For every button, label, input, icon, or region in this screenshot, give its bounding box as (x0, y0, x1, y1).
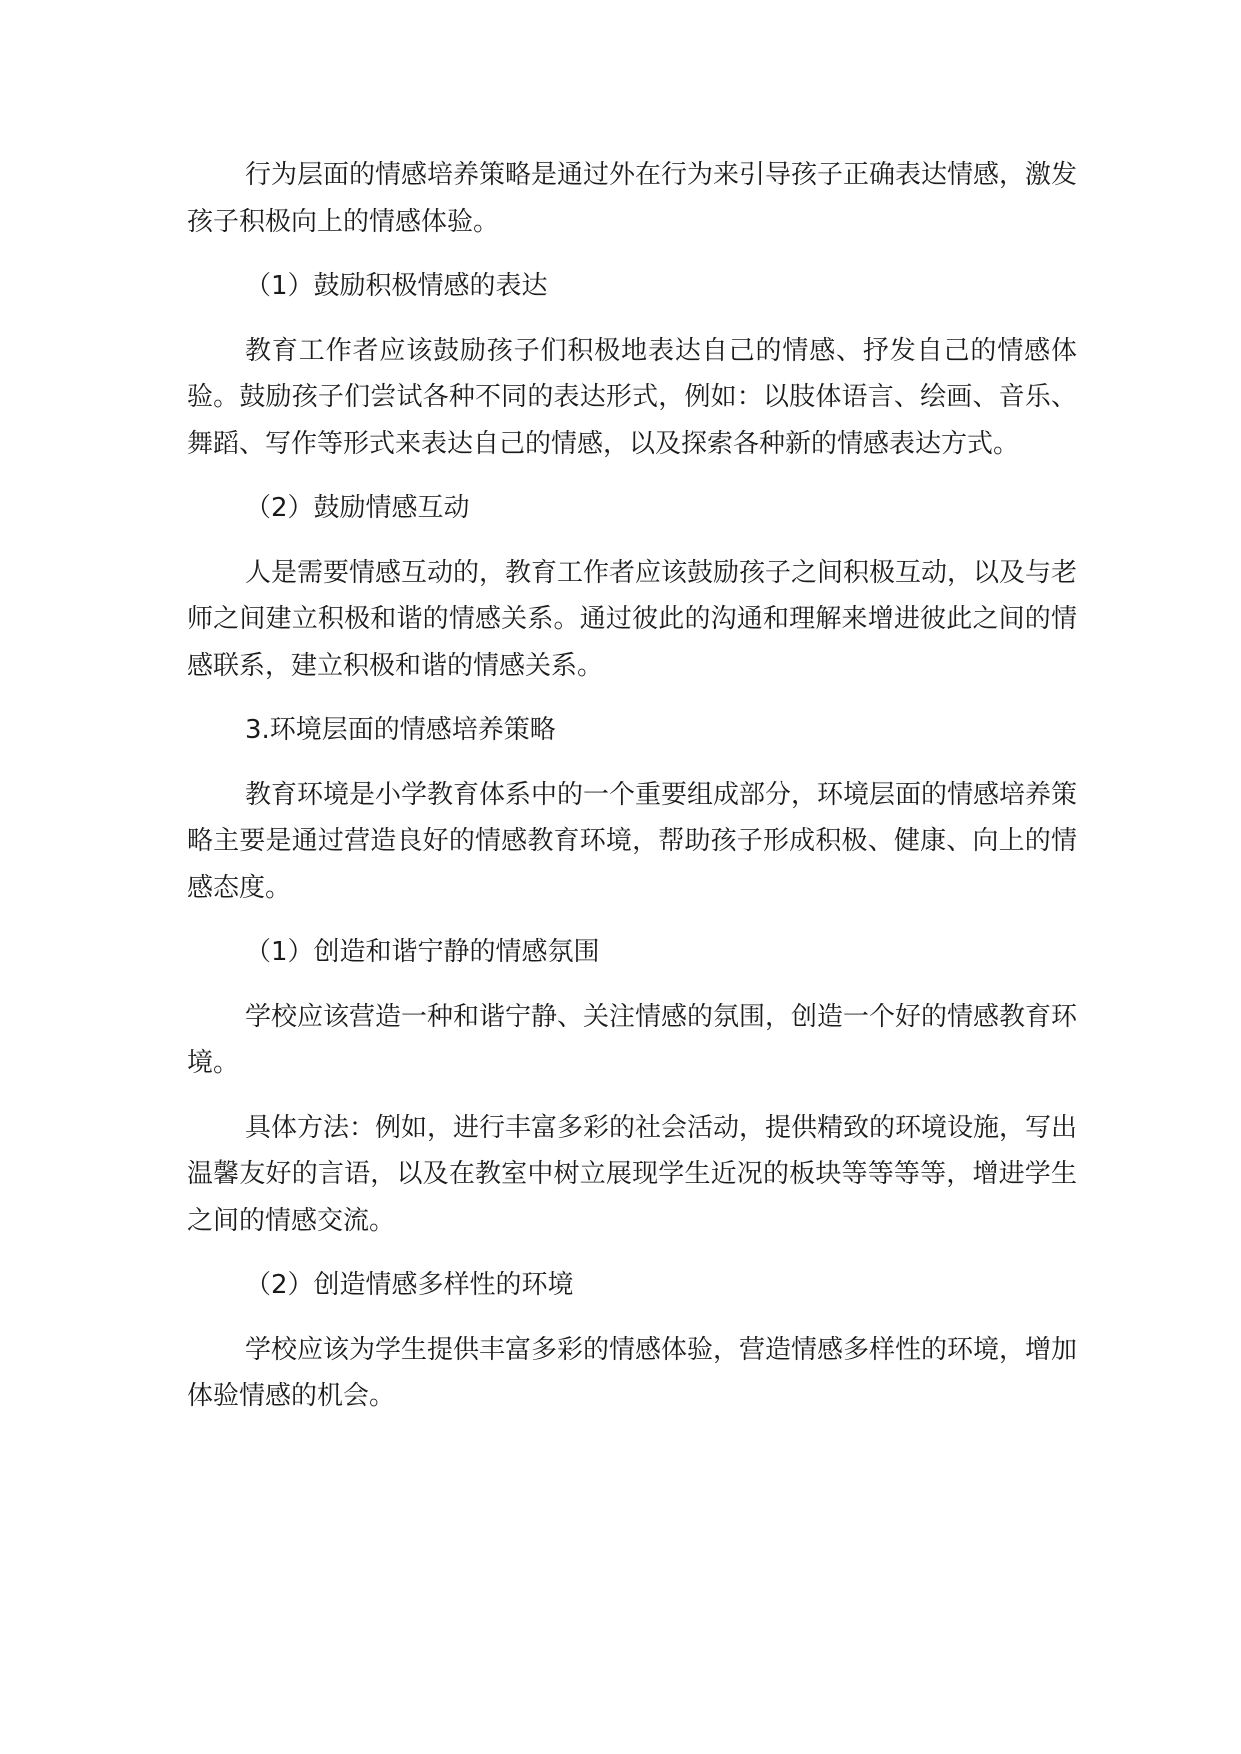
subheading-2-diverse-environment: （2）创造情感多样性的环境 (245, 1270, 574, 1300)
document-body (187, 152, 1077, 1438)
paragraph-harmonious-atmosphere: 学校应该营造一种和谐宁静、关注情感的氛围，创造一个好的情感教育环境。 (187, 1001, 1078, 1078)
paragraph-specific-methods: 具体方法：例如，进行丰富多彩的社会活动，提供精致的环境设施，写出温馨友好的言语，以及在教室中树立展现学生近况的板块等等等等，增进学生之间的情感交流。 (187, 1112, 1078, 1236)
paragraph-diverse-environment: 学校应该为学生提供丰富多彩的情感体验，营造情感多样性的环境，增加体验情感的机会。 (187, 1334, 1078, 1411)
paragraph-encourage-expression: 教育工作者应该鼓励孩子们积极地表达自己的情感、抒发自己的情感体验。鼓励孩子们尝试各种不同的表达形式，例如：以肢体语言、绘画、音乐、舞蹈、写作等形式来表达自己的情感，以及探索各种新的情感表达方式。 (187, 335, 1077, 459)
paragraph-encourage-interaction: 人是需要情感互动的，教育工作者应该鼓励孩子之间积极互动，以及与老师之间建立积极和谐的情感关系。通过彼此的沟通和理解来增进彼此之间的情感联系，建立积极和谐的情感关系。 (187, 557, 1078, 681)
paragraph-environment-intro: 教育环境是小学教育体系中的一个重要组成部分，环境层面的情感培养策略主要是通过营造良好的情感教育环境，帮助孩子形成积极、健康、向上的情感态度。 (187, 779, 1078, 903)
subheading-1-encourage-expression: （1）鼓励积极情感的表达 (245, 271, 548, 301)
subheading-1-harmonious-atmosphere: （1）创造和谐宁静的情感氛围 (245, 937, 600, 967)
intro-paragraph: 行为层面的情感培养策略是通过外在行为来引导孩子正确表达情感，激发孩子积极向上的情感体验。 (187, 160, 1078, 237)
section-heading-3-environment: 3.环境层面的情感培养策略 (245, 715, 556, 745)
subheading-2-encourage-interaction: （2）鼓励情感互动 (245, 493, 470, 523)
